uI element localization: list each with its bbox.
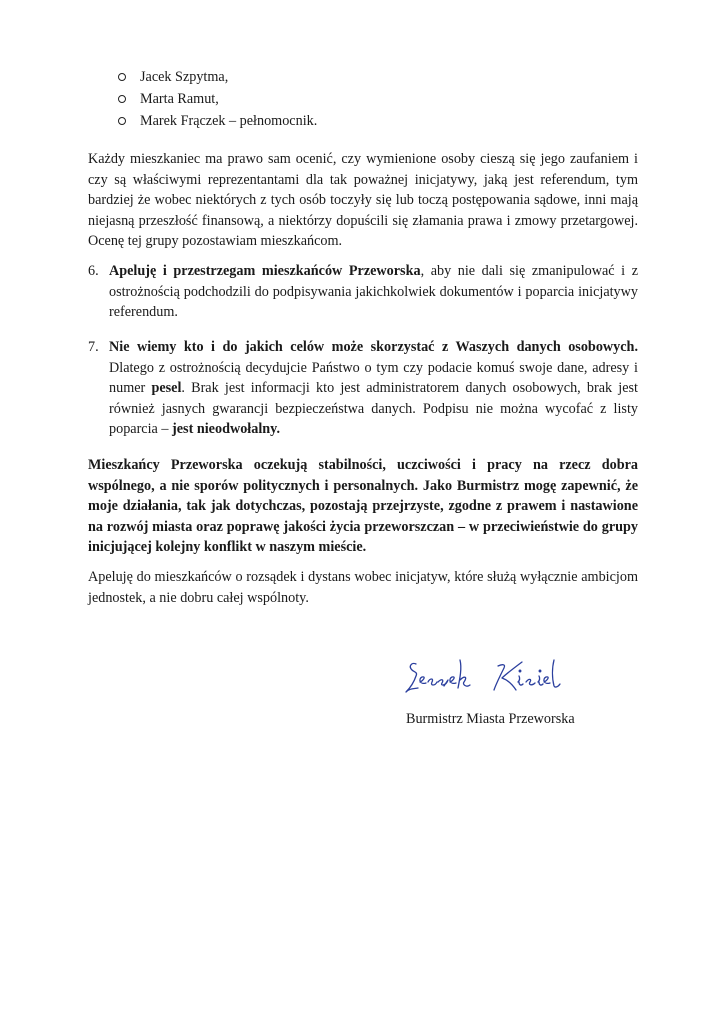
list-item: Jacek Szpytma, bbox=[118, 67, 317, 89]
bullet-list bbox=[118, 67, 317, 133]
paragraph-assessment: Każdy mieszkaniec ma prawo sam ocenić, czy wymienione osoby cieszą się jego zaufaniem i czy są właściwymi reprezentantami dla tak poważnej inicjatywy, jaką jest referendum, tym bardziej że wobec niektórych z tych osób toczyły się lub toczą postępowania sądowe, inni mają niejasną przeszłość finansową, a niektórzy dopuścili się złamania prawa i zmowy przetargowej. Ocenę tej grupy pozostawiam mieszkańcom. bbox=[88, 151, 638, 249]
bold-irrevocable: jest nieodwołalny. bbox=[172, 421, 281, 437]
bold-pesel: pesel bbox=[151, 380, 182, 396]
numbered-item-6 bbox=[88, 261, 638, 323]
item-body: Apeluję i przestrzegam mieszkańców Przeworska, aby nie dali się zmanipulować i z ostrożnością podchodzili do podpisywania jakichkolwiek dokumentów i poparcia inicjatywy referendum. bbox=[109, 263, 638, 320]
bold-warning: Nie wiemy kto i do jakich celów może skorzystać z Waszych danych osobowych. bbox=[109, 339, 638, 355]
circle-bullet-icon bbox=[118, 95, 126, 103]
item-body: Nie wiemy kto i do jakich celów może skorzystać z Waszych danych osobowych. Dlatego z ostrożnością decydujcie Państwo o tym czy podacie komuś swoje dane, adresy i numer pesel. Brak jest informacji kto jest administratorem danych osobowych, brak jest również jasnych gwarancji bezpieczeństwa danych. Podpisu nie można wycofać z listy poparcia – jest nieodwołalny. bbox=[109, 339, 638, 437]
list-item: Marek Frączek – pełnomocnik. bbox=[118, 111, 317, 133]
paragraph-appeal: Apeluję do mieszkańców o rozsądek i dystans wobec inicjatyw, które służą wyłącznie ambicjom jednostek, a nie dobru całej wspólnoty. bbox=[88, 569, 638, 606]
circle-bullet-icon bbox=[118, 117, 126, 125]
signatory-title: Burmistrz Miasta Przeworska bbox=[406, 711, 575, 727]
item-number: 6. bbox=[88, 263, 99, 279]
numbered-item-7 bbox=[88, 337, 638, 440]
handwritten-signature bbox=[402, 652, 582, 698]
bold-appeal: Apeluję i przestrzegam mieszkańców Przeworska bbox=[109, 263, 421, 279]
circle-bullet-icon bbox=[118, 73, 126, 81]
item-number: 7. bbox=[88, 339, 99, 355]
list-item: Marta Ramut, bbox=[118, 89, 317, 111]
paragraph-statement: Mieszkańcy Przeworska oczekują stabilności, uczciwości i pracy na rzecz dobra wspólnego, a nie sporów politycznych i personalnych. Jako Burmistrz mogę zapewnić, że moje działania, tak jak dotychczas, pozostają przejrzyste, zgodne z prawem i nastawione na rozwój miasta oraz poprawę jakości życia przeworszczan – w przeciwieństwie do grupy inicjującej kolejny konflikt w naszym mieście. bbox=[88, 457, 638, 555]
